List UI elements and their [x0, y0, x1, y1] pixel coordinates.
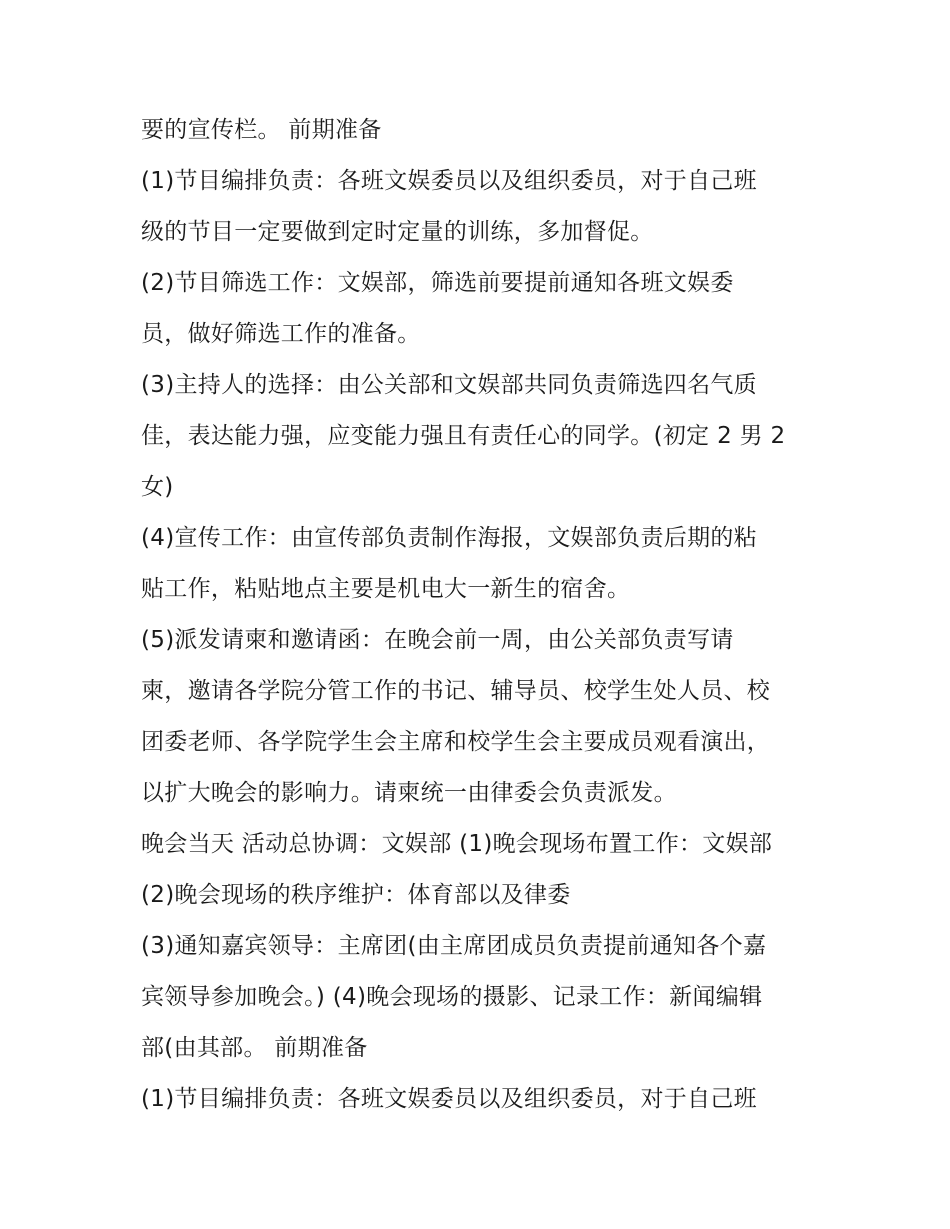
text-line: 贴工作，粘贴地点主要是机电大一新生的宿舍。 — [141, 576, 631, 602]
document-body — [141, 110, 821, 1130]
text-line: (3)通知嘉宾领导：主席团(由主席团成员负责提前通知各个嘉 — [141, 933, 767, 959]
text-line: 以扩大晚会的影响力。请柬统一由律委会负责派发。 — [141, 780, 677, 806]
text-line: 宾领导参加晚会。) (4)晚会现场的摄影、记录工作：新闻编辑 — [141, 984, 763, 1010]
text-line: 团委老师、各学院学生会主席和校学生会主要成员观看演出， — [141, 729, 771, 755]
text-line: (2)节目筛选工作：文娱部，筛选前要提前通知各班文娱委 — [141, 270, 734, 296]
text-line: 要的宣传栏。 前期准备 — [141, 117, 382, 143]
text-line: 晚会当天 活动总协调：文娱部 (1)晚会现场布置工作：文娱部 — [141, 831, 773, 857]
text-line: 柬，邀请各学院分管工作的书记、辅导员、校学生处人员、校 — [141, 678, 771, 704]
text-line: 佳，表达能力强，应变能力强且有责任心的同学。(初定 2 男 2 — [141, 423, 786, 449]
text-line: (1)节目编排负责：各班文娱委员以及组织委员，对于自己班 — [141, 1086, 757, 1112]
text-line: (4)宣传工作：由宣传部负责制作海报，文娱部负责后期的粘 — [141, 525, 757, 551]
text-line: (5)派发请柬和邀请函：在晚会前一周，由公关部负责写请 — [141, 627, 734, 653]
text-line: (3)主持人的选择：由公关部和文娱部共同负责筛选四名气质 — [141, 372, 757, 398]
text-line: 女) — [141, 474, 174, 500]
text-line: (2)晚会现场的秩序维护：体育部以及律委 — [141, 882, 571, 908]
text-line: 级的节目一定要做到定时定量的训练，多加督促。 — [141, 219, 654, 245]
text-line: 部(由其部。 前期准备 — [141, 1035, 368, 1061]
text-line: (1)节目编排负责：各班文娱委员以及组织委员，对于自己班 — [141, 168, 757, 194]
text-line: 员，做好筛选工作的准备。 — [141, 321, 421, 347]
